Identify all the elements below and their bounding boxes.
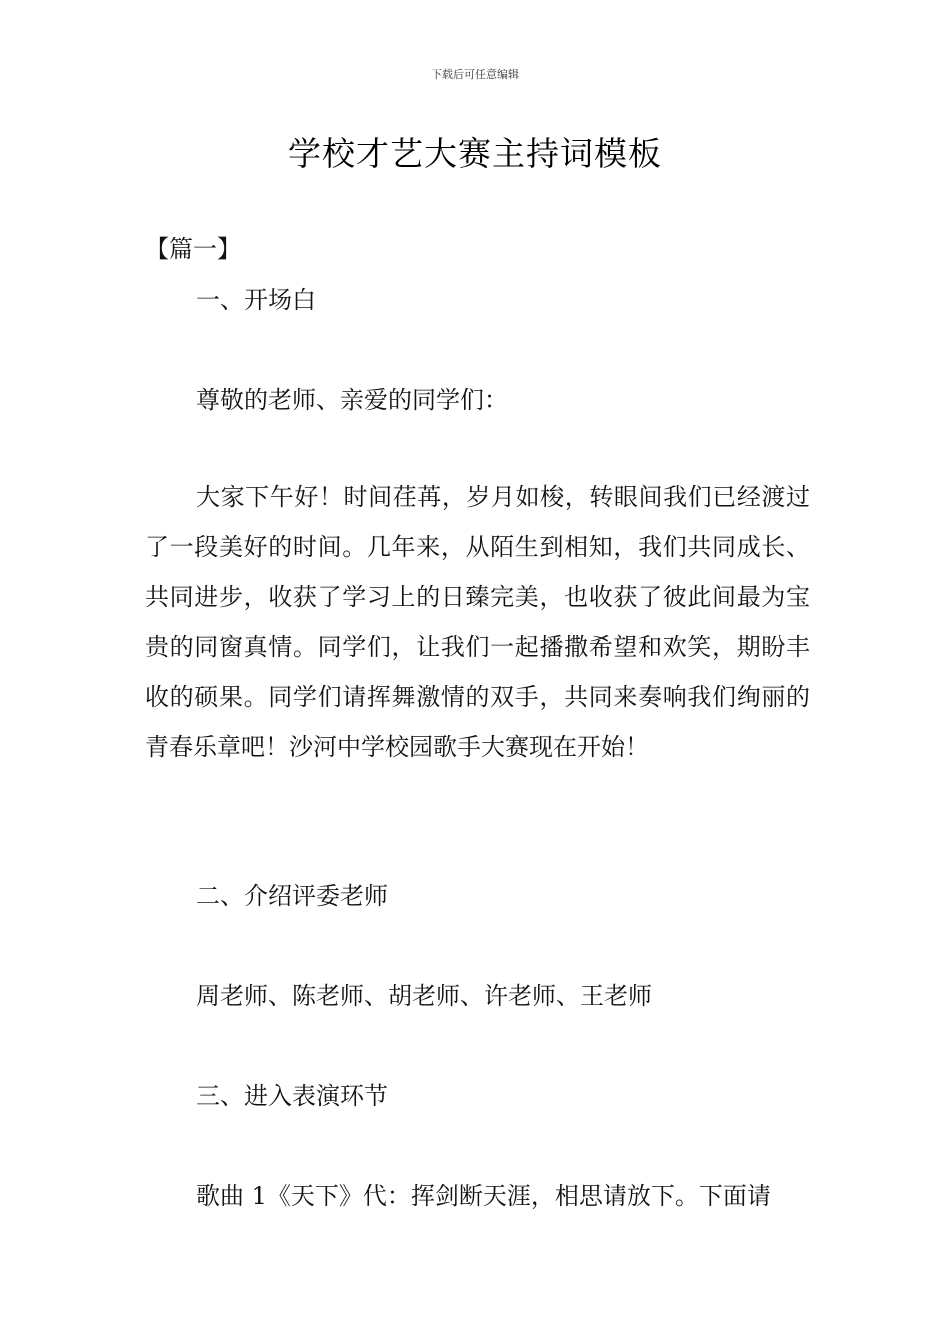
heading-performance: 三、进入表演环节: [196, 1082, 388, 1110]
document-title: 学校才艺大赛主持词模板: [288, 134, 662, 173]
opening-paragraph: 大家下午好！时间荏苒，岁月如梭，转眼间我们已经渡过了一段美好的时间。几年来，从陌生到相知，我们共同成长、共同进步，收获了学习上的日臻完美，也收获了彼此间最为宝贵的同窗真情。同学们，让我们一起播撒希望和欢笑，期盼丰收的硕果。同学们请挥舞激情的双手，共同来奏响我们绚丽的青春乐章吧！沙河中学校园歌手大赛现在开始！: [145, 483, 810, 761]
heading-judges: 二、介绍评委老师: [196, 882, 388, 910]
judges-list: 周老师、陈老师、胡老师、许老师、王老师: [196, 982, 652, 1010]
heading-opening: 一、开场白: [196, 286, 316, 314]
greeting-text: 尊敬的老师、亲爱的同学们：: [196, 386, 508, 414]
song-intro-line: 歌曲 1《天下》代：挥剑断天涯，相思请放下。下面请: [196, 1182, 771, 1210]
section-label: 【篇一】: [145, 235, 241, 263]
header-note: 下载后可任意编辑: [431, 68, 519, 81]
